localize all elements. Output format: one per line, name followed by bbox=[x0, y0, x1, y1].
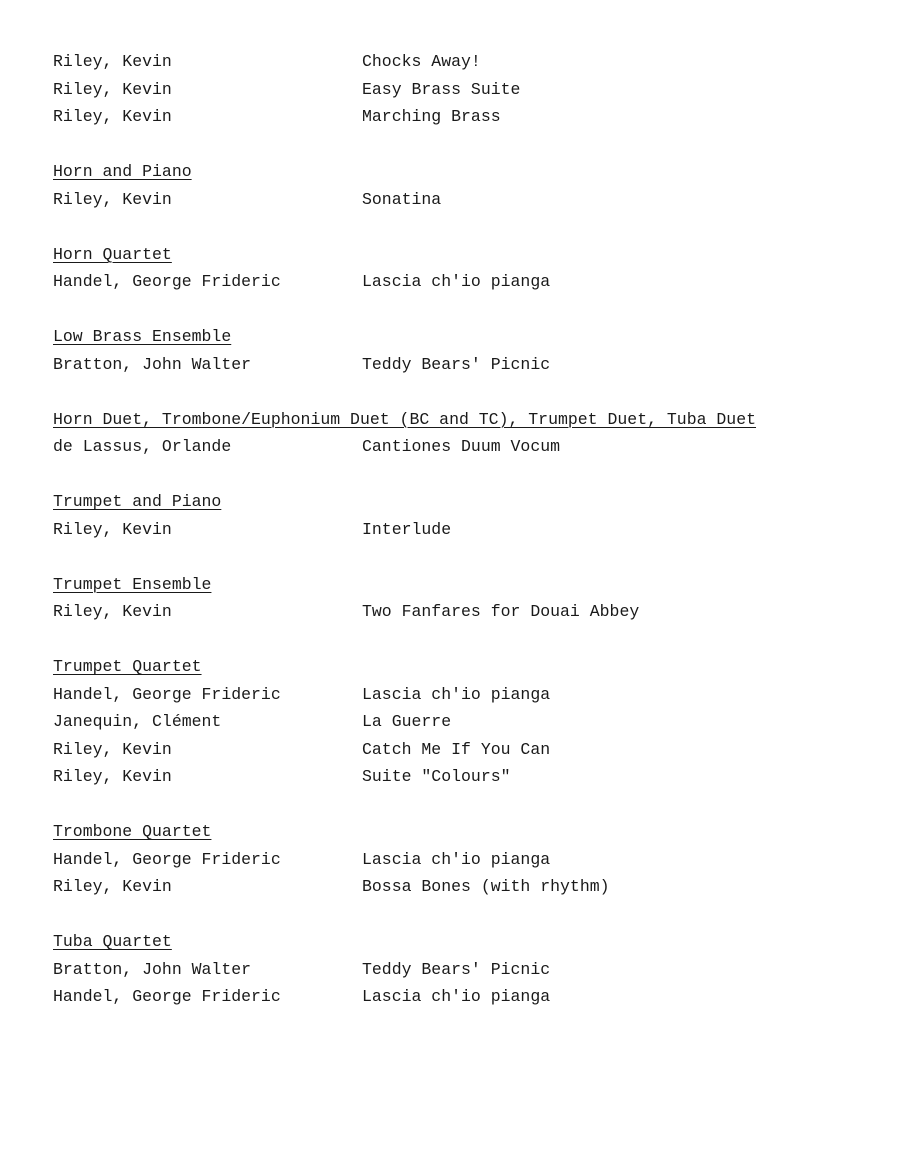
composer-name: Riley, Kevin bbox=[53, 602, 172, 621]
list-item bbox=[53, 598, 880, 626]
section-heading: Trumpet Ensemble bbox=[53, 574, 212, 594]
composer-name: Handel, George Frideric bbox=[53, 272, 281, 291]
list-item bbox=[53, 736, 880, 764]
list-item bbox=[53, 103, 880, 131]
section-trombone-quartet bbox=[53, 818, 880, 901]
piece-title: Lascia ch'io pianga bbox=[362, 987, 551, 1006]
list-item bbox=[53, 268, 880, 296]
section-trumpet-and-piano bbox=[53, 488, 880, 543]
section-duets bbox=[53, 406, 880, 461]
piece-title: Lascia ch'io pianga bbox=[362, 272, 551, 291]
document-page bbox=[53, 48, 880, 1038]
list-item bbox=[53, 983, 880, 1011]
section-heading: Tuba Quartet bbox=[53, 932, 172, 951]
composer-name: Riley, Kevin bbox=[53, 519, 172, 539]
composer-name: Riley, Kevin bbox=[53, 107, 172, 126]
piece-title: Marching Brass bbox=[362, 107, 501, 126]
section-brass-ensemble-continued bbox=[53, 48, 880, 131]
piece-title: Teddy Bears' Picnic bbox=[362, 959, 551, 979]
composer-name: Bratton, John Walter bbox=[53, 959, 252, 979]
piece-title: Bossa Bones (with rhythm) bbox=[362, 877, 610, 896]
list-item bbox=[53, 433, 880, 461]
piece-title: Suite "Colours" bbox=[362, 767, 511, 786]
composer-name: de Lassus, Orlande bbox=[53, 437, 232, 456]
list-item bbox=[53, 351, 880, 379]
piece-title: La Guerre bbox=[362, 712, 452, 731]
piece-title: Teddy Bears' Picnic bbox=[362, 354, 551, 374]
section-tuba-quartet bbox=[53, 928, 880, 1011]
section-horn-and-piano bbox=[53, 158, 880, 213]
section-heading: Trumpet Quartet bbox=[53, 657, 202, 676]
composer-name: Riley, Kevin bbox=[53, 52, 172, 71]
section-horn-quartet bbox=[53, 241, 880, 296]
composer-name: Riley, Kevin bbox=[53, 877, 172, 896]
list-item bbox=[53, 873, 880, 901]
piece-title: Two Fanfares for Douai Abbey bbox=[362, 602, 640, 621]
list-item bbox=[53, 956, 880, 984]
section-low-brass-ensemble bbox=[53, 323, 880, 378]
list-item bbox=[53, 48, 880, 76]
piece-title: Chocks Away! bbox=[362, 52, 481, 71]
section-trumpet-ensemble bbox=[53, 571, 880, 626]
piece-title: Interlude bbox=[362, 519, 452, 539]
composer-name: Janequin, Clément bbox=[53, 712, 222, 731]
piece-title: Easy Brass Suite bbox=[362, 79, 521, 99]
piece-title: Cantiones Duum Vocum bbox=[362, 437, 561, 456]
piece-title: Catch Me If You Can bbox=[362, 739, 551, 759]
section-heading: Horn Duet, Trombone/Euphonium Duet (BC and TC), Trumpet Duet, Tuba Duet bbox=[53, 409, 757, 429]
section-trumpet-quartet bbox=[53, 653, 880, 791]
section-heading: Horn and Piano bbox=[53, 162, 192, 181]
section-heading: Trombone Quartet bbox=[53, 822, 212, 841]
composer-name: Handel, George Frideric bbox=[53, 849, 281, 869]
piece-title: Lascia ch'io pianga bbox=[362, 849, 551, 869]
list-item bbox=[53, 186, 880, 214]
section-heading: Low Brass Ensemble bbox=[53, 327, 232, 346]
composer-name: Handel, George Frideric bbox=[53, 987, 281, 1006]
composer-name: Handel, George Frideric bbox=[53, 684, 281, 704]
list-item bbox=[53, 516, 880, 544]
section-heading: Trumpet and Piano bbox=[53, 492, 222, 511]
section-heading: Horn Quartet bbox=[53, 244, 172, 264]
list-item bbox=[53, 763, 880, 791]
composer-name: Riley, Kevin bbox=[53, 767, 172, 786]
list-item bbox=[53, 708, 880, 736]
list-item bbox=[53, 846, 880, 874]
piece-title: Lascia ch'io pianga bbox=[362, 684, 551, 704]
piece-title: Sonatina bbox=[362, 189, 442, 209]
composer-name: Bratton, John Walter bbox=[53, 354, 252, 374]
list-item bbox=[53, 681, 880, 709]
composer-name: Riley, Kevin bbox=[53, 79, 172, 99]
composer-name: Riley, Kevin bbox=[53, 189, 172, 209]
list-item bbox=[53, 76, 880, 104]
composer-name: Riley, Kevin bbox=[53, 739, 172, 759]
